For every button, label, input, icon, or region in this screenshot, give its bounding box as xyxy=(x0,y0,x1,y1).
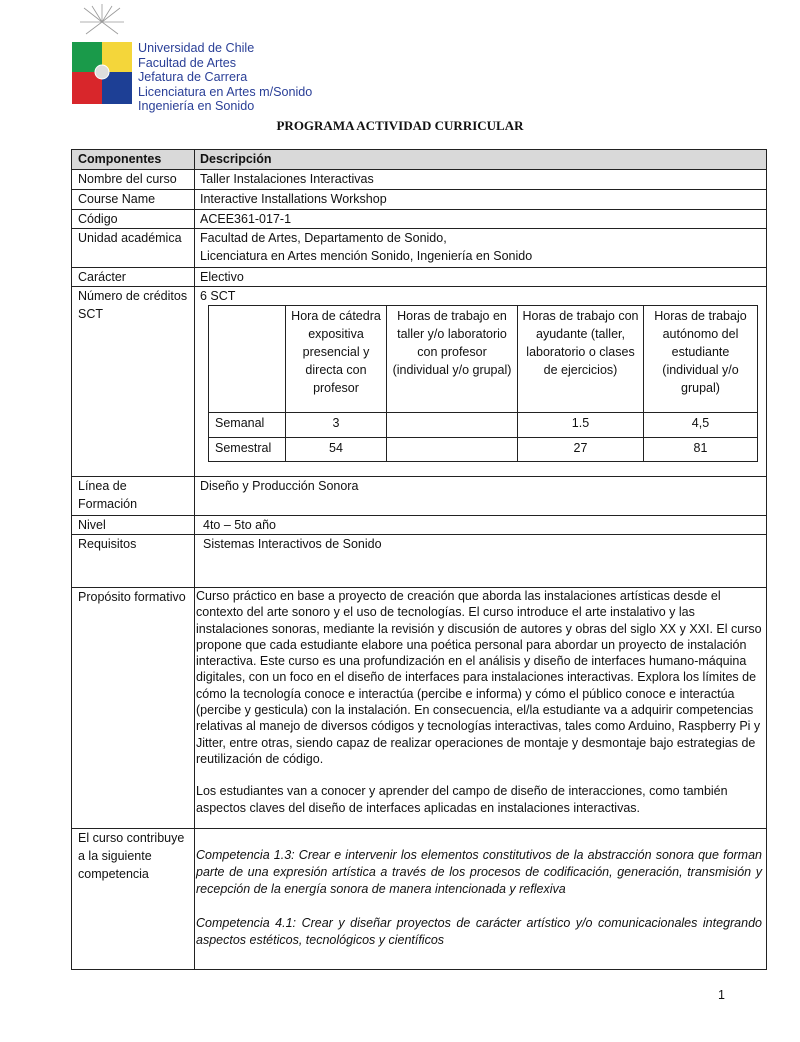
row-label: Requisitos xyxy=(78,537,137,551)
row-label: Course Name xyxy=(78,192,156,206)
table-row xyxy=(72,210,766,229)
credits-value: 6 SCT xyxy=(200,289,236,303)
purpose-paragraph: Los estudiantes van a conocer y aprender del campo de diseño de interacciones, como también aspectos claves del diseño de interfaces aplicadas en instalaciones interactivas. xyxy=(196,784,728,815)
hours-header: Horas de trabajo con ayudante (taller, laboratorio o clases de ejercicios) xyxy=(518,306,644,413)
row-label: Número de créditos SCT xyxy=(78,289,188,321)
hours-cell: 54 xyxy=(286,438,387,462)
logo-line: Jefatura de Carrera xyxy=(138,70,248,84)
competency-text: Competencia 4.1: Crear y diseñar proyectos de carácter artístico y/o comunicacionales integrando aspectos estéticos, tecnológicos y científicos xyxy=(196,915,762,947)
document-title: PROGRAMA ACTIVIDAD CURRICULAR xyxy=(276,118,524,133)
unit-line: Licenciatura en Artes mención Sonido, Ingeniería en Sonido xyxy=(200,249,533,263)
table-row xyxy=(72,477,766,516)
hours-cell: 1.5 xyxy=(518,413,644,438)
hours-cell xyxy=(387,438,518,462)
page-number: 1 xyxy=(718,987,725,1002)
hours-header: Hora de cátedra expositiva presencial y directa con profesor xyxy=(286,306,387,413)
purpose-paragraph: Curso práctico en base a proyecto de creación que aborda las instalaciones artísticas desde el contexto del arte sonoro y el uso de tecnologías. El curso introduce el arte instalativo y las instalaciones sonoras, mediante la revisión y discusión de autores y obras del siglo XX y XXI. El curso propone que cada estudiante elabore una poética personal para abordar un proyecto de instalación interactiva. Este curso es una profundización en el análisis y diseño de interfaces humano-máquina digitales, con un foco en el diseño de interfaces para instalaciones interactivas. Explora los límites de cómo la tecnología conoce e interactúa (percibe e informa) y cómo el público conoce e interactúa (percibe y gesticula) con la instalación. En consecuencia, el/la estudiante va a adquirir competencias relativas al manejo de diversos códigos y tecnologías interactivas, tales como Arduino, Raspberry Pi y Jitter, entre otras, siendo capaz de realizar operaciones de montaje y desmontaje bajo estrategias de reutilización de código. xyxy=(196,589,762,766)
table-row xyxy=(72,588,766,829)
table-row xyxy=(72,190,766,210)
university-logo xyxy=(72,4,402,114)
row-label: Línea de Formación xyxy=(78,479,138,511)
table-row xyxy=(72,268,766,287)
hours-table xyxy=(208,305,758,462)
hours-row-label: Semanal xyxy=(209,413,286,438)
course-character: Electivo xyxy=(194,268,766,286)
competency-text: Competencia 1.3: Crear e intervenir los elementos constitutivos de la abstracción sonora que forman parte de una expresión artística a través de los procesos de codificación, generación, transmisión y recepción de la energía sonora de manera intencionada y reflexiva xyxy=(196,847,762,896)
unit-line: Facultad de Artes, Departamento de Sonido, xyxy=(200,231,447,245)
row-label: Propósito formativo xyxy=(78,590,186,604)
header-descripcion: Descripción xyxy=(194,150,766,169)
hours-header: Horas de trabajo en taller y/o laboratorio con profesor (individual y/o grupal) xyxy=(387,306,518,413)
hours-cell: 3 xyxy=(286,413,387,438)
row-label: Carácter xyxy=(78,270,126,284)
course-code: ACEE361-017-1 xyxy=(194,210,766,228)
hours-header: Horas de trabajo autónomo del estudiante (individual y/o grupal) xyxy=(644,306,758,413)
table-row xyxy=(72,535,766,588)
logo-line: Ingeniería en Sonido xyxy=(138,99,255,113)
hours-cell: 81 xyxy=(644,438,758,462)
level-value: 4to – 5to año xyxy=(194,516,766,534)
curriculum-table xyxy=(71,149,767,970)
table-row xyxy=(72,170,766,190)
hours-row-label: Semestral xyxy=(209,438,286,462)
row-label: Nivel xyxy=(78,518,106,532)
header-componentes: Componentes xyxy=(78,152,162,166)
hours-cell xyxy=(387,413,518,438)
requirements-value: Sistemas Interactivos de Sonido xyxy=(194,535,766,587)
table-row xyxy=(72,287,766,477)
course-name-en: Interactive Installations Workshop xyxy=(194,190,766,209)
hours-cell: 27 xyxy=(518,438,644,462)
hours-cell: 4,5 xyxy=(644,413,758,438)
logo-line: Universidad de Chile xyxy=(138,41,255,55)
university-crest-icon xyxy=(72,4,132,104)
row-label: El curso contribuye a la siguiente competencia xyxy=(78,830,185,881)
logo-line: Facultad de Artes xyxy=(138,55,237,70)
formation-line: Diseño y Producción Sonora xyxy=(194,477,766,515)
row-label: Unidad académica xyxy=(78,231,182,245)
row-label: Nombre del curso xyxy=(78,172,177,186)
course-name-es: Taller Instalaciones Interactivas xyxy=(194,170,766,189)
logo-line: Licenciatura en Artes m/Sonido xyxy=(138,84,313,99)
table-row xyxy=(72,829,766,969)
table-row xyxy=(72,229,766,268)
row-label: Código xyxy=(78,212,118,226)
table-header-row xyxy=(72,150,766,170)
table-row xyxy=(72,516,766,535)
